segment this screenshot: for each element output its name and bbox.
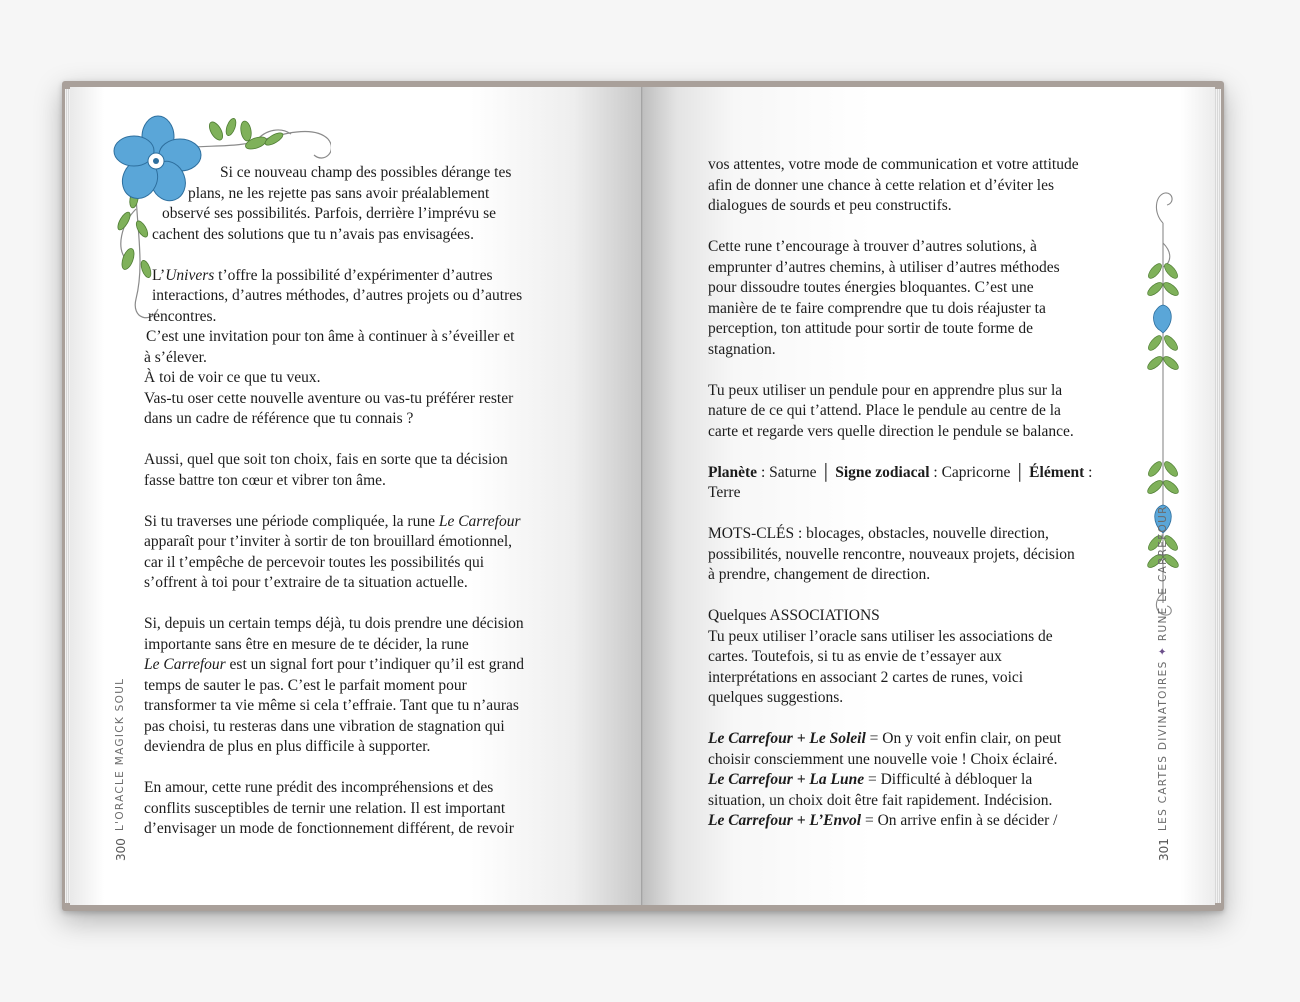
association-line: Le Carrefour + La Lune = Difficulté à débloquer la: [708, 771, 1033, 788]
text-line: conflits susceptibles de ternir une relation. Il est important: [144, 799, 506, 817]
association-line: Le Carrefour + L’Envol = On arrive enfin à se décider /: [708, 812, 1058, 829]
italic-term: Univers: [165, 266, 215, 284]
page-number-left: 300: [114, 838, 128, 861]
text-line: À toi de voir ce que tu veux.: [144, 369, 321, 386]
label-element: Élément: [1029, 463, 1085, 481]
text-line: Si ce nouveau champ des possibles dérange tes: [220, 164, 512, 181]
text-line: apparaît pour t’inviter à sortir de ton brouillard émotionnel,: [144, 533, 513, 550]
left-page: [70, 87, 642, 905]
text-line: carte et regarde vers quelle direction le pendule se balance.: [708, 422, 1074, 440]
running-head-right: LES CARTES DIVINATOIRES ✦ RUNE LE CARREFOUR: [1157, 505, 1169, 831]
text-line: pour dissoudre toutes énergies bloquantes. C’est une: [708, 279, 1034, 296]
label-mots-cles: MOTS-CLÉS: [708, 525, 795, 542]
text-line: perception, ton attitude pour sortir de toute forme de: [708, 320, 1033, 337]
text-line: à prendre, changement de direction.: [708, 566, 931, 583]
text-line: quelques suggestions.: [708, 689, 844, 706]
italic-term: Le Carrefour: [144, 656, 226, 673]
label-signe: Signe zodiacal: [835, 463, 930, 481]
text-line: Vas-tu oser cette nouvelle aventure ou vas-tu préférer rester: [144, 389, 514, 407]
right-page: [643, 87, 1215, 905]
text-line: deviendra de plus en plus difficile à supporter.: [144, 738, 431, 755]
association-pair: Le Carrefour + La Lune: [708, 771, 865, 788]
text-line: L’Univers t’offre la possibilité d’expérimenter d’autres: [152, 266, 493, 284]
text-line: plans, ne les rejette pas sans avoir préalablement: [188, 184, 490, 202]
association-line: Le Carrefour + Le Soleil = On y voit enfin clair, on peut: [708, 730, 1062, 747]
text-line: observé ses possibilités. Parfois, derrière l’imprévu se: [162, 205, 497, 222]
text-line: cartes. Toutefois, si tu as envie de t’essayer aux: [708, 648, 1002, 665]
text-line: En amour, cette rune prédit des incompréhensions et des: [144, 779, 494, 796]
right-page-body: [708, 155, 1138, 832]
text-line: à s’élever.: [144, 348, 207, 366]
text-line: fasse battre ton cœur et vibrer ton âme.: [144, 471, 386, 489]
left-page-body: [144, 163, 574, 840]
text-line: Le Carrefour est un signal fort pour t’indiquer qu’il est grand: [144, 656, 524, 673]
text-line: possibilités, nouvelle rencontre, nouveaux projets, décision: [708, 545, 1075, 563]
italic-term: Le Carrefour: [438, 512, 521, 530]
text-line: Tu peux utiliser l’oracle sans utiliser les associations de: [708, 627, 1053, 645]
text-line: afin de donner une chance à cette relation et d’éviter les: [708, 176, 1054, 194]
text-line: cachent des solutions que tu n’avais pas envisagées.: [152, 225, 474, 243]
astro-line: Planète : Saturne │ Signe zodiacal : Capricorne │ Élément :: [708, 463, 1093, 481]
text-line: importante sans être en mesure de te décider, la rune: [144, 635, 469, 653]
text-line: interprétations en associant 2 cartes de runes, voici: [708, 668, 1024, 686]
text-line: vos attentes, votre mode de communication et votre attitude: [708, 156, 1079, 173]
association-pair: Le Carrefour + L’Envol: [708, 812, 862, 829]
text-line: dialogues de sourds et peu constructifs.: [708, 197, 952, 214]
page-edges-right: [1215, 89, 1221, 903]
text-line: rencontres.: [148, 307, 217, 325]
text-line: choisir consciemment une nouvelle voie ! Choix éclairé.: [708, 750, 1058, 768]
keywords-line: MOTS-CLÉS : blocages, obstacles, nouvelle direction,: [708, 525, 1049, 542]
text-line: interactions, d’autres méthodes, d’autres projets ou d’autres: [152, 287, 523, 304]
text-line: Cette rune t’encourage à trouver d’autres solutions, à: [708, 238, 1037, 255]
text-line: pas choisi, tu resteras dans une vibration de stagnation qui: [144, 717, 505, 735]
text-line: nature de ce qui t’attend. Place le pendule au centre de la: [708, 402, 1061, 419]
text-line: d’envisager un mode de fonctionnement différent, de revoir: [144, 820, 514, 837]
separator-star: ✦: [1157, 645, 1169, 656]
text-line: Terre: [708, 484, 741, 501]
text-line: car il t’empêche de percevoir toutes les possibilités qui: [144, 553, 485, 571]
running-head-left: L'ORACLE MAGICK SOUL: [114, 677, 126, 831]
text-line: transformer ta vie même si cela t’effraie. Tant que tu n’auras: [144, 697, 519, 714]
text-line: Aussi, quel que soit ton choix, fais en sorte que ta décision: [144, 451, 508, 468]
page-number-right: 301: [1157, 838, 1171, 861]
text-line: manière de te faire comprendre que tu dois réajuster ta: [708, 299, 1046, 317]
label-planete: Planète: [708, 463, 758, 481]
text-line: Si tu traverses une période compliquée, la rune Le Carrefour: [144, 512, 521, 530]
text-line: situation, un choix doit être fait rapidement. Indécision.: [708, 791, 1053, 809]
text-line: temps de sauter le pas. C’est le parfait moment pour: [144, 676, 467, 694]
text-line: dans un cadre de référence que tu connais ?: [144, 410, 414, 427]
association-pair: Le Carrefour + Le Soleil: [708, 730, 866, 747]
text-line: s’offrent à toi pour t’extraire de ta situation actuelle.: [144, 574, 468, 591]
text-line: emprunter d’autres chemins, à utiliser d’autres méthodes: [708, 258, 1060, 276]
text-line: stagnation.: [708, 340, 776, 358]
associations-heading: Quelques ASSOCIATIONS: [708, 607, 880, 624]
open-book: [62, 81, 1224, 911]
text-line: C’est une invitation pour ton âme à continuer à s’éveiller et: [146, 328, 515, 345]
text-line: Si, depuis un certain temps déjà, tu dois prendre une décision: [144, 615, 524, 632]
text-line: Tu peux utiliser un pendule pour en apprendre plus sur la: [708, 381, 1063, 399]
